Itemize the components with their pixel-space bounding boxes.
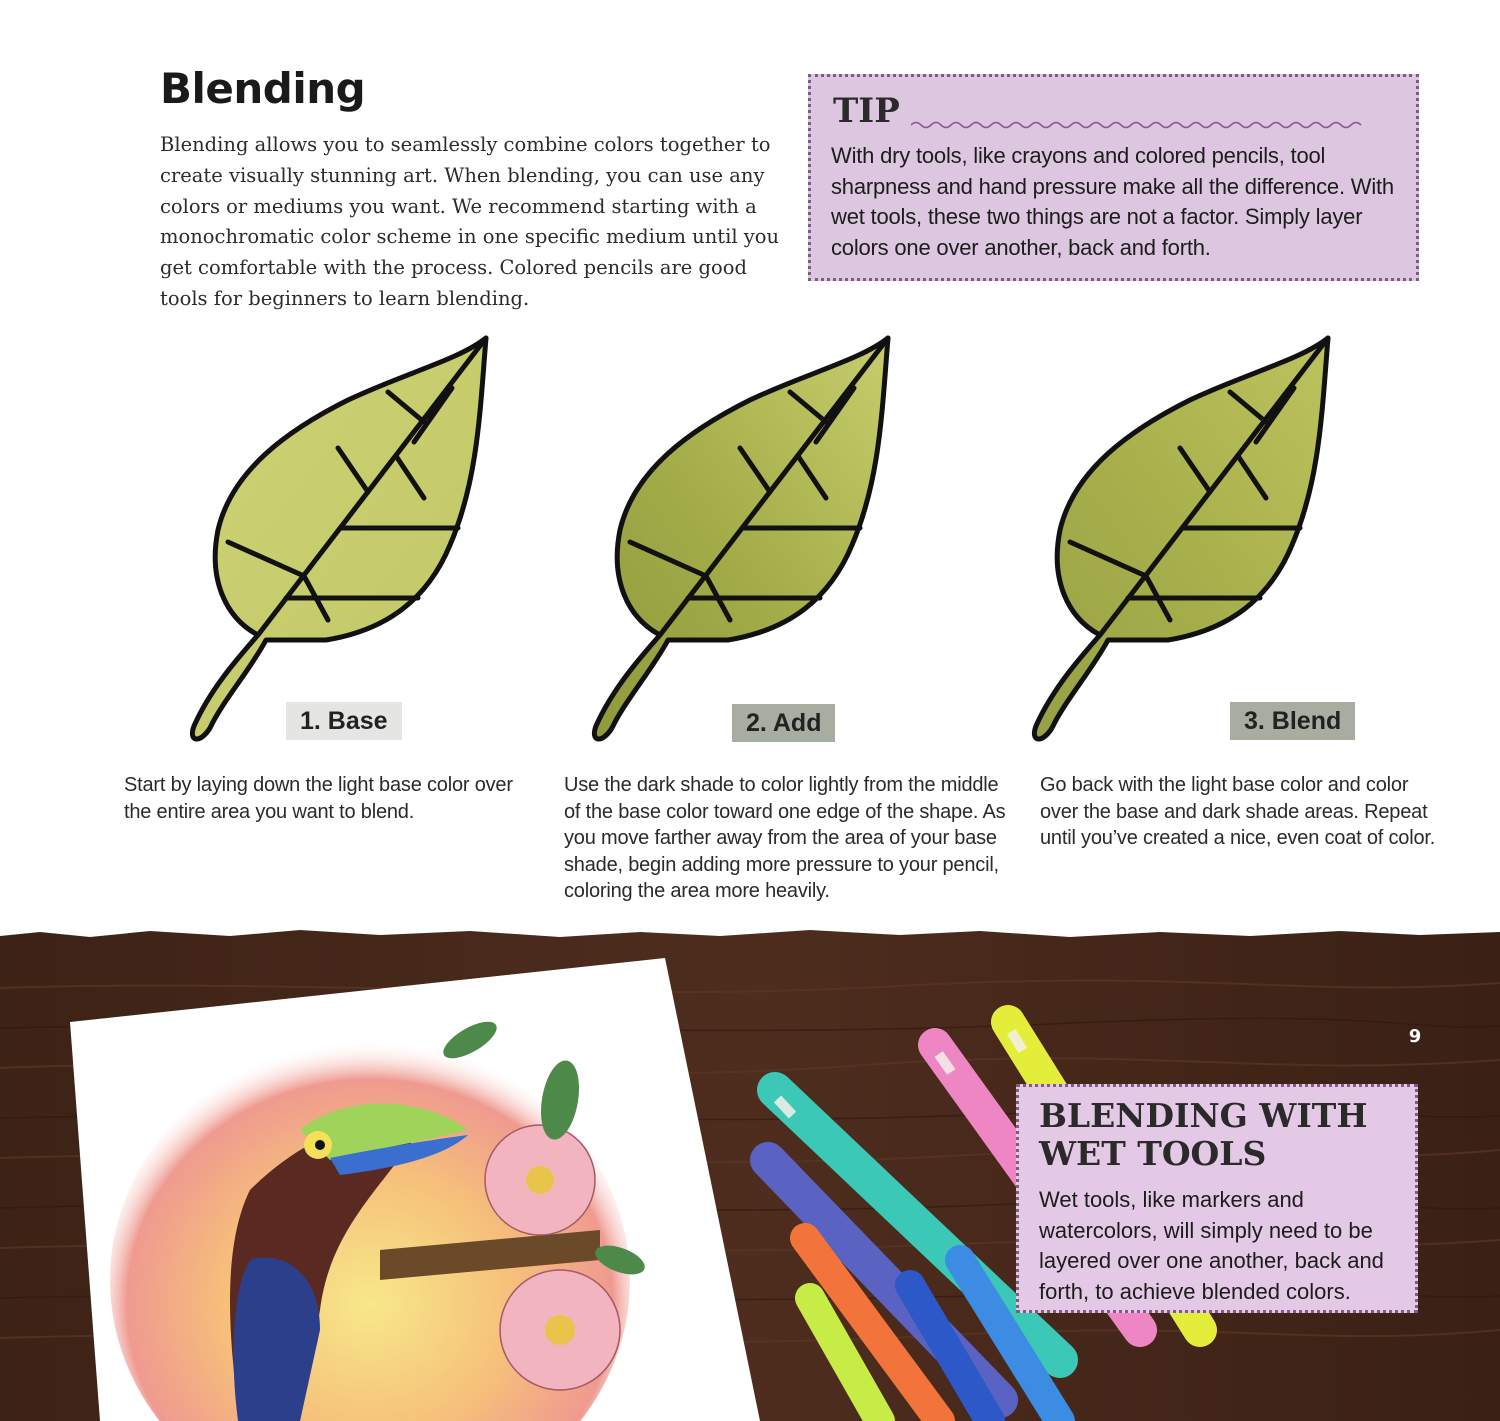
step-1-description: Start by laying down the light base color over the entire area you want to blend. (124, 774, 513, 823)
page-number: 9 (1408, 1026, 1422, 1047)
leaf-blend-illustration (1030, 330, 1340, 750)
tip-title: TIP (833, 91, 900, 131)
tip-box (808, 74, 1419, 281)
wet-tools-box (1016, 1084, 1418, 1313)
step-2-label: 2. Add (732, 704, 835, 742)
wavy-underline (911, 119, 1366, 131)
step-2-description: Use the dark shade to color lightly from the middle of the base color toward one edge of the shape. As you move farther away from the area of your base shade, begin adding more pressure to your pencil, coloring the area more heavily. (564, 774, 1006, 902)
wet-tools-title: BLENDING WITH WET TOOLS (1039, 1096, 1368, 1173)
page-heading: Blending (160, 64, 366, 113)
wet-tools-body: Wet tools, like markers and watercolors, will simply need to be layered over one another, back and forth, to achieve blended colors. (1039, 1187, 1384, 1304)
leaf-add-illustration (590, 330, 900, 750)
step-3-label: 3. Blend (1230, 702, 1355, 740)
leaf-base-illustration (188, 330, 498, 750)
step-1-label: 1. Base (286, 702, 402, 740)
step-3-description: Go back with the light base color and color over the base and dark shade areas. Repeat until you’ve created a nice, even coat of color. (1040, 774, 1436, 849)
intro-paragraph: Blending allows you to seamlessly combine colors together to create visually stunning art. When blending, you can use any colors or mediums you want. We recommend starting with a monochromatic color scheme in one specific medium until you get comfortable with the process. Colored pencils are good tools for beginners to learn blending. (160, 133, 780, 310)
tip-body: With dry tools, like crayons and colored pencils, tool sharpness and hand pressure make all the difference. With wet tools, these two things are not a factor. Simply layer colors one over another, back and forth. (831, 143, 1394, 261)
